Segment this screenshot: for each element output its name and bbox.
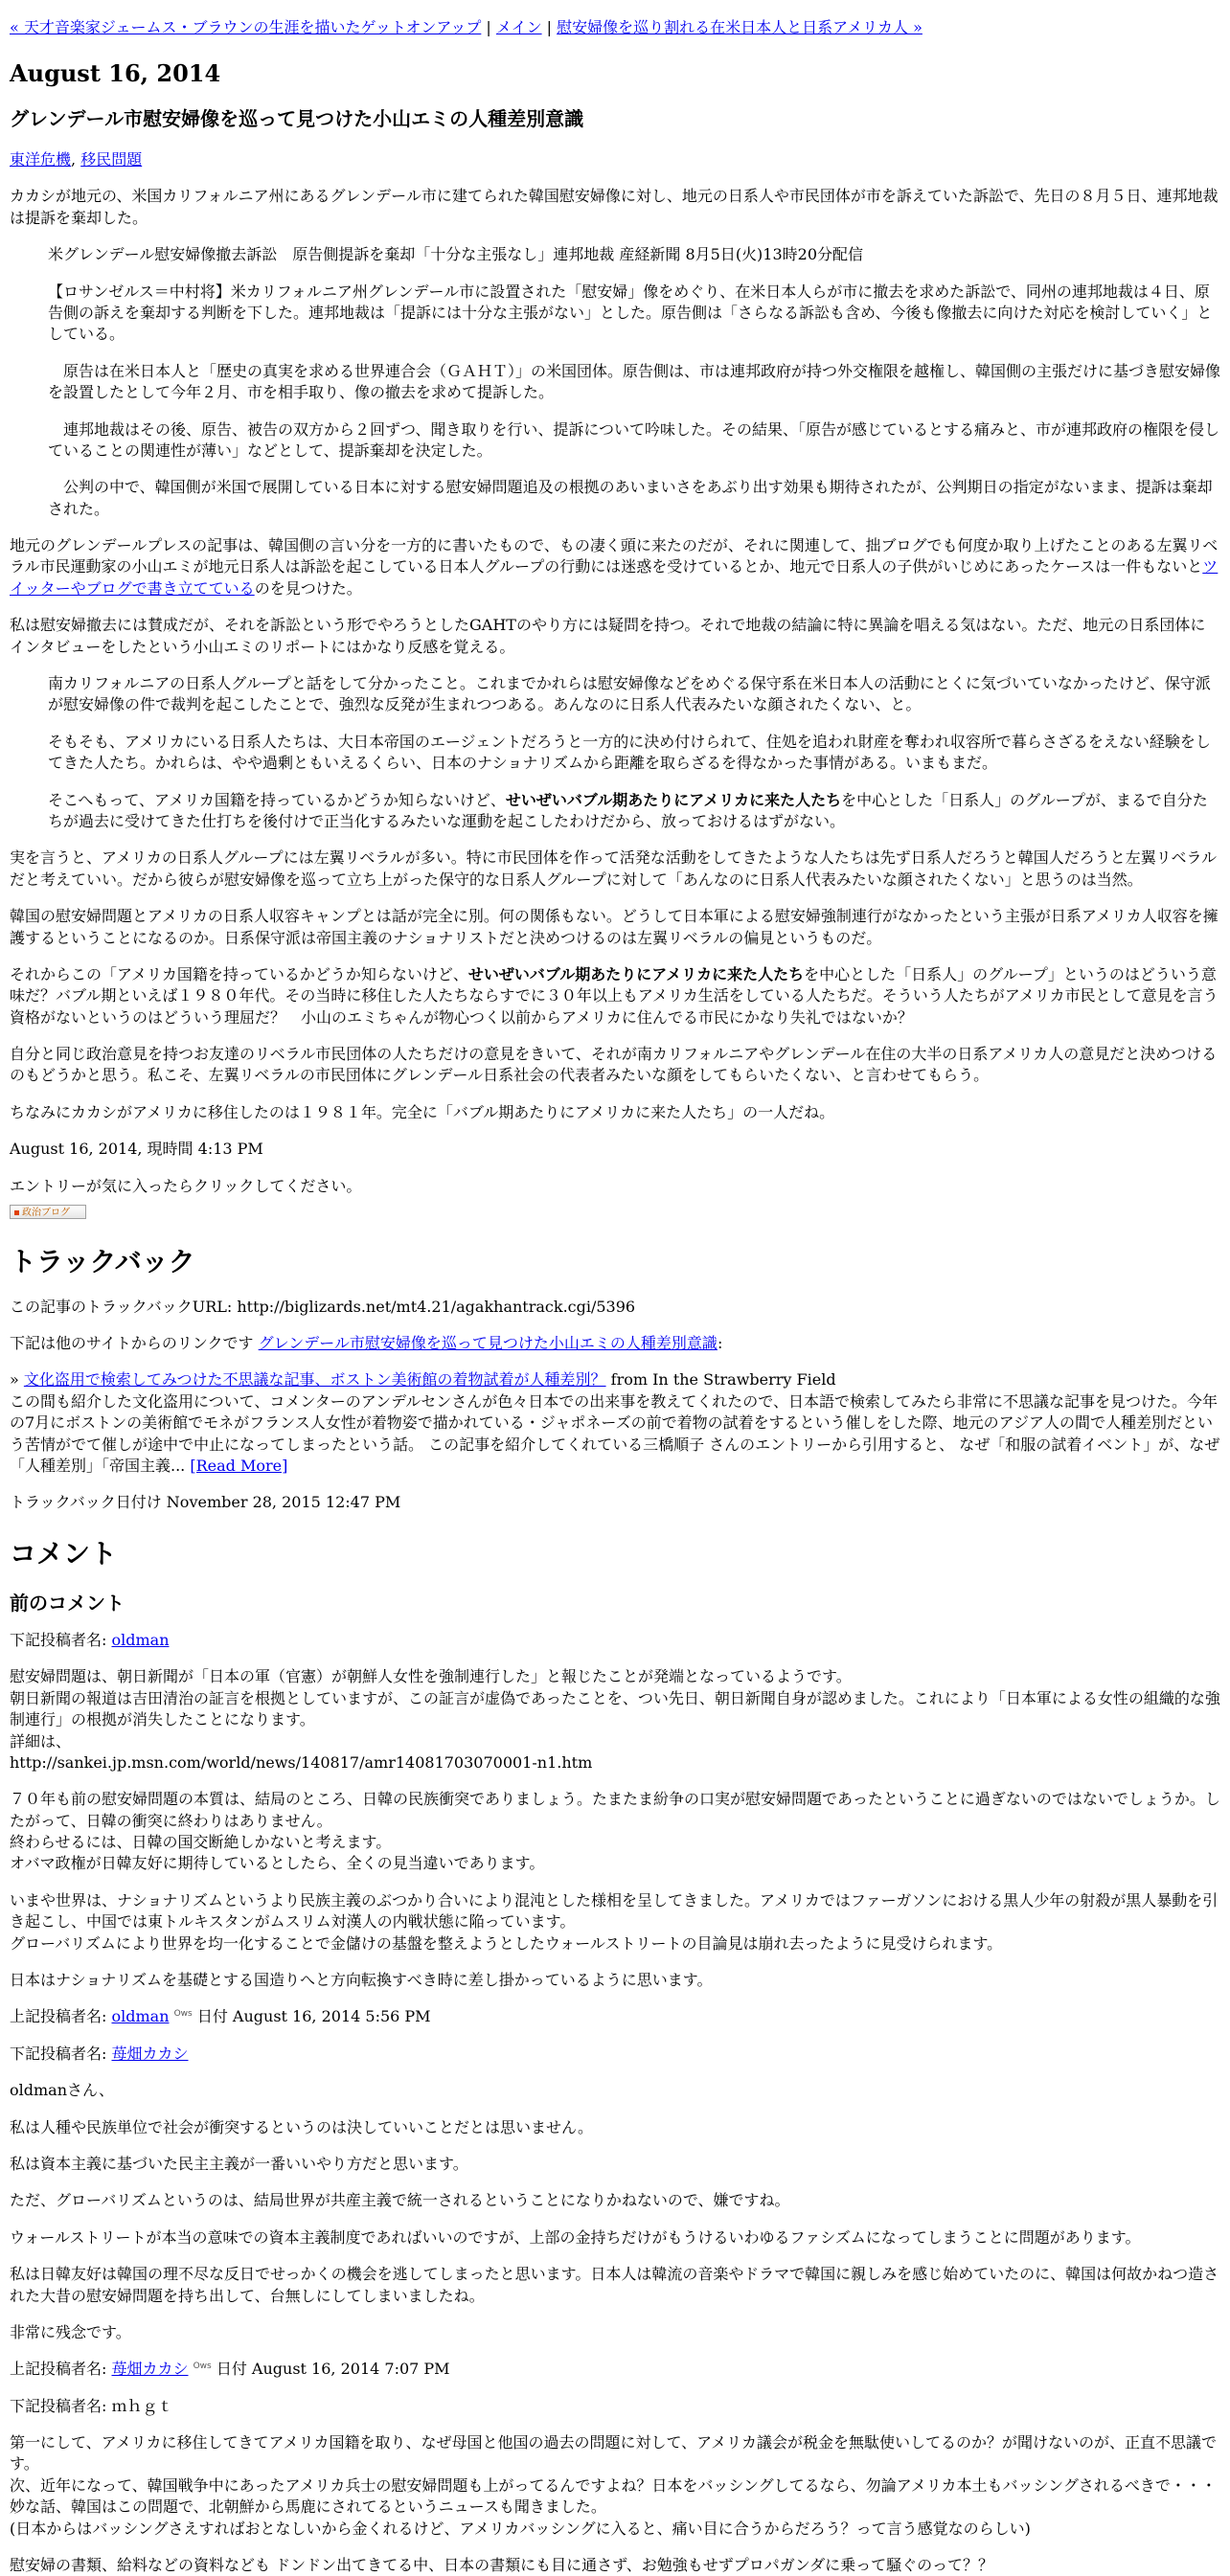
openid-icon: Ows (193, 2361, 212, 2371)
comment-date: August 16, 2014 5:56 PM (232, 2007, 431, 2026)
trackback-excerpt: この間も紹介した文化盗用について、コメンターのアンデルセンさんが色々日本での出来事を教えてくれたので、日本語で検索してみたら非常に不思議な記事を見つけた。今年の7月にボストンの美術館でモネがフランス人女性が着物姿で描かれている・ジャポネーズの前で着物の試着をするという催しをした際、地元のアジア人の間で人種差別だという苦情がでて催しが途中で中止になってしまったという話。 この記事を紹介してくれている三橋順子 さんのエントリーから引用すると、 なぜ「和服の試着イベント」が、なぜ「人種差別」「帝国主義... (10, 1391, 1220, 1475)
trackback-date: トラックバック日付け November 28, 2015 12:47 PM (10, 1493, 401, 1512)
comment-paragraph: いまや世界は、ナショナリズムというより民族主義のぶつかり合いにより混沌とした様相を呈してきました。アメリカではファーガソンにおける黒人少年の射殺が黒人暴動を引き起こし、中国では東トルキスタンがムスリム対漢人の内戦状態に陥っています。 グローバリズムにより世界を均一化することで金儲けの基盤を整えようとしたウォールストリートの目論見は崩れ去ったように見受けられます。 (10, 1890, 1219, 1953)
comment-paragraph: 私は資本主義に基づいた民主主義が一番いいやり方だと思います。 (10, 2154, 468, 2173)
post-paragraph: 実を言うと、アメリカの日系人グループには左翼リベラルが多い。特に市民団体を作って活発な活動をしてきたような人たちは先ず日系人だろうと韓国人だろうと左翼リベラルだと考えていい。だから彼らが慰安婦像を巡って立ち上がった保守的な日系人グループに対して「あんなのに日系人代表みたいな顔されたくない」と思うのは当然。 (10, 848, 1218, 889)
trackback-item (10, 1369, 1220, 1477)
comment-paragraph: 第一にして、アメリカに移住してきてアメリカ国籍を取り、なぜ母国と他国の過去の問題に対して、アメリカ議会が税金を無駄使いしてるのか？が聞けないのが、正直不思議です。 次、近年になって、韓国戦争中にあったアメリカ兵士の慰安婦問題も上がってるんですよね？日本をバッシングしてるなら、勿論アメリカ本土もバッシングされるべきで・・・妙な話、韓国はこの問題で、北朝鮮から馬鹿にされてるというニュースも聞きました。 (日本からはバッシングさえすればおとなしいから金くれるけど、アメリカバッシングに入ると、痛い目に合うからだろう？って言う感覚なのらしい) (10, 2433, 1218, 2538)
post-categories (10, 149, 1220, 170)
badge-dot-icon (14, 1210, 19, 1215)
paragraph-text: 地元のグレンデールプレスの記事は、韓国側の言い分を一方的に書いたもので、もの凄く頭に来たのだが、それに関連して、拙ブログでも何度か取り上げたことのある左翼リベラル市民運動家の小山エミが地元日系人は訴訟を起こしている日本人グループの行動には迷惑を受けているとか、地元で日系人の子供がいじめにあったケースは一件もないと (10, 536, 1219, 576)
nav-separator: | (541, 18, 558, 36)
twitter-blog-link[interactable]: ツイッターやブログで書き立てている (10, 557, 1219, 598)
comment-paragraph: 慰安婦問題は、朝日新聞が「日本の軍（官憲）が朝鮮人女性を強制連行した」と報じたことが発端となっているようです。 朝日新聞の報道は吉田清治の証言を根拠としていますが、この証言が虚偽であったことを、つい先日、朝日新聞自身が認めました。これにより「日本軍による女性の組織的な強制連行」の根拠が消失したことになります。 詳細は、 http://sankei.jp.msn.com/world/news/140817/amr14081703070001-n1.htm (10, 1667, 1220, 1772)
trackback-url: この記事のトラックバックURL: http://biglizards.net/mt4.21/agakhantrack.cgi/5396 (10, 1297, 636, 1316)
top-navigation (10, 17, 1220, 38)
footer-label: 上記投稿者名: (10, 2007, 112, 2026)
entry-title-link[interactable]: グレンデール市慰安婦像を巡って見つけた小山エミの人種差別意識 (258, 1334, 718, 1353)
comment-paragraph: ただ、グローバリズムというのは、結局世界が共産主義で統一されるということになりかねないので、嫌ですね。 (10, 2191, 790, 2210)
previous-comments-heading: 前のコメント (10, 1591, 125, 1615)
posted-time: August 16, 2014, 現時間 4:13 PM (10, 1140, 263, 1159)
comment-paragraph: ７０年も前の慰安婦問題の本質は、結局のところ、日韓の民族衝突でありましょう。たまたま紛争の口実が慰安婦問題であったということに過ぎないのではないでしょうか。したがって、日韓の衝突に終わりはありません。 終わらせるには、日韓の国交断絶しかないと考えます。 オバマ政権が日韓友好に期待しているとしたら、全くの見当違いであります。 (10, 1790, 1220, 1873)
category-link[interactable]: 東洋危機 (10, 149, 72, 169)
poster-label: 下記投稿者名: (10, 2396, 112, 2415)
read-more-link[interactable]: [Read More] (190, 1456, 288, 1475)
post-paragraph: ちなみにカカシがアメリカに移住したのは１９８１年。完全に「バブル期あたりにアメリカに来た人たち」の一人だね。 (10, 1102, 835, 1121)
blog-ranking-badge[interactable] (10, 1205, 86, 1219)
koyama-quote (48, 673, 1220, 832)
next-entry-link[interactable]: 慰安婦像を巡り割れる在米日本人と日系アメリカ人 » (557, 18, 922, 36)
comment-author-link[interactable]: oldman (111, 1630, 170, 1649)
quote-paragraph: 原告は在米日本人と「歴史の真実を求める世界連合会（ＧＡＨＴ）」の米国団体。原告側は、市は連邦政府が持つ外交権限を越権し、韓国側の主張だけに基づき慰安婦像を設置したとして今年２月、市を相手取り、像の撤去を求めて提訴した。 (48, 361, 1221, 402)
comment-author-link[interactable]: 苺畑カカシ (111, 2360, 189, 2379)
trackback-bullet: » (10, 1370, 24, 1390)
comment-footer (10, 2359, 1220, 2380)
quote-paragraph: 南カリフォルニアの日系人グループと話をして分かったこと。これまでかれらは慰安婦像などをめぐる保守系在米日本人の活動にとくに気づいていなかったけど、保守派が慰安婦像の件で裁判を起こしたことで、強烈な反発が生まれつつある。あんなのに日系人代表みたいな顔されたくない、と。 (48, 674, 1211, 714)
paragraph-text: のを見つけた。 (254, 578, 362, 598)
comment-footer (10, 2006, 1220, 2027)
intro-colon: : (717, 1334, 723, 1353)
main-link[interactable]: メイン (495, 18, 542, 36)
comment-author-line (10, 2396, 1220, 2417)
date-label: 日付 (211, 2360, 252, 2379)
quote-paragraph: 【ロサンゼルス＝中村将】米カリフォルニア州グレンデール市に設置された「慰安婦」像をめぐり、在米日本人らが市に撤去を求めた訴訟で、同州の連邦地裁は４日、原告側の訴えを棄却する判断を下した。連邦地裁は「提訴には十分な主張がない」とした。原告側は「さらなる訴訟も含め、今後も像撤去に向けた対応を検討していく」としている。 (48, 282, 1213, 344)
paragraph-text: それからこの「アメリカ国籍を持っているかどうか知らないけど、 (10, 964, 468, 983)
quote-paragraph: 公判の中で、韓国側が米国で展開している日本に対する慰安婦問題追及の根拠のあいまいさをあぶり出す効果も期待されたが、公判期日の指定がないまま、提訴は棄却された。 (48, 478, 1213, 518)
paragraph-bold-text: せいぜいバブル期あたりにアメリカに来た人たち (467, 964, 805, 983)
comment-paragraph: oldmanさん、 (10, 2081, 114, 2100)
comment-author-link[interactable]: 苺畑カカシ (111, 2044, 189, 2063)
trackback-title-link[interactable]: 文化盗用で検索してみつけた不思議な記事、ボストン美術館の着物試着が人種差別？ (23, 1370, 606, 1390)
quote-headline: 米グレンデール慰安婦像撤去訴訟 原告側提訴を棄却「十分な主張なし」連邦地裁 産経新聞 8月5日(火)13時20分配信 (48, 245, 864, 264)
prev-entry-link[interactable]: « 天才音楽家ジェームス・ブラウンの生涯を描いたゲットオンアップ (10, 18, 482, 36)
comment-author-link[interactable]: oldman (111, 2007, 170, 2026)
quote-paragraph (48, 790, 1220, 833)
comment-paragraph: 日本はナショナリズムを基礎とする国造りへと方向転換すべき時に差し掛かっているように思います。 (10, 1971, 713, 1990)
date-label: 日付 (192, 2007, 233, 2026)
comment-date: August 16, 2014 7:07 PM (251, 2360, 450, 2379)
category-separator: , (71, 149, 81, 169)
quote-bold-text: せいぜいバブル期あたりにアメリカに来た人たち (505, 790, 842, 809)
nav-separator: | (481, 18, 496, 36)
post-paragraph: 私は慰安婦撤去には賛成だが、それを訴訟という形でやろうとしたGAHTのやり方には疑問を持つ。それで地裁の結論に特に異論を唱える気はない。ただ、地元の日系団体にインタビューをしたという小山エミのリポートにはかなり反感を覚える。 (10, 616, 1206, 656)
paragraph-text: を中心とした「日系人」のグループ」というのはどういう意味だ？バブル期といえば１９８０年代。その当時に移住した人たちならすでに３０年以上もアメリカ生活をしている人たちだ。そういう人たちがアメリカ市民として意見を言う資格がないというのはどういう理屈だ？ 小山のエミちゃんが物心つく以前からアメリカに住んでる市民にかなり失礼ではないか？ (10, 964, 1219, 1027)
post-title: グレンデール市慰安婦像を巡って見つけた小山エミの人種差別意識 (10, 106, 584, 130)
comment-author-line (10, 2044, 1220, 2065)
post-paragraph: 韓国の慰安婦問題とアメリカの日系人収容キャンプとは話が完全に別。何の関係もない。どうして日本軍による慰安婦強制連行がなかったという主張が日系アメリカ人収容を擁護するということになるのか。日系保守派は帝国主義のナショナリストだと決めつけるのは左翼リベラルの偏見というものだ。 (10, 907, 1219, 947)
comment-paragraph: ウォールストリートが本当の意味での資本主義制度であればいいのですが、上部の金持ちだけがもうけるいわゆるファシズムになってしまうことに問題があります。 (10, 2227, 1141, 2247)
post-paragraph (10, 964, 1220, 1028)
badge-label: 政治ブログ (22, 1208, 70, 1219)
news-quote (48, 244, 1220, 520)
comments-heading: コメント (10, 1537, 118, 1570)
footer-label: 上記投稿者名: (10, 2360, 112, 2379)
comment-author-line (10, 1630, 1220, 1651)
post-paragraph: 自分と同じ政治意見を持つお友達のリベラル市民団体の人たちだけの意見をきいて、それが南カリフォルニアやグレンデール在住の大半の日系アメリカ人の意見だと決めつけるのもどうかと思う。私こそ、左翼リベラルの市民団体にグレンデール日系社会の代表者みたいな顔をしてもらいたくない、と言わせてもらう。 (10, 1045, 1218, 1085)
post-intro: カカシが地元の、米国カリフォルニア州にあるグレンデール市に建てられた韓国慰安婦像に対し、地元の日系人や市民団体が市を訴えていた訴訟で、先日の８月５日、連邦地裁は提訴を棄却した。 (10, 187, 1219, 227)
category-link[interactable]: 移民問題 (80, 149, 143, 169)
comment-paragraph: 非常に残念です。 (10, 2322, 131, 2341)
quote-paragraph: 連邦地裁はその後、原告、被告の双方から２回ずつ、聞き取りを行い、提訴について吟味した。その結果、「原告が感じているとする痛みと、市が連邦政府の権限を侵していることの関連性が薄い」などとして、提訴棄却を決定した。 (48, 419, 1220, 460)
comment-author: ｍｈｇｔ (111, 2396, 173, 2415)
ranking-badge-row (10, 1201, 1220, 1222)
poster-label: 下記投稿者名: (10, 1630, 112, 1649)
quote-text: そこへもって、アメリカ国籍を持っているかどうか知らないけど、 (48, 790, 506, 809)
post-date: August 16, 2014 (10, 59, 221, 88)
post-paragraph (10, 535, 1220, 599)
comment-paragraph: 私は人種や民族単位で社会が衝突するというのは決していいことだとは思いません。 (10, 2117, 593, 2136)
intro-text: 下記は他のサイトからのリンクです (10, 1334, 254, 1353)
quote-text: を中心とした「日系人」のグループが、まるで自分たちが過去に受けてきた仕打ちを後付けで正当化するみたいな運動を起こしたわけだから、放っておけるはずがない。 (48, 790, 1208, 830)
trackback-source: from In the Strawberry Field (605, 1370, 836, 1390)
openid-icon: Ows (173, 2009, 193, 2020)
comment-paragraph: 私は日韓友好は韓国の理不尽な反日でせっかくの機会を逃してしまったと思います。日本人は韓流の音楽やドラマで韓国に親しみを感じ始めていたのに、韓国は何故かねつ造された大昔の慰安婦問題を持ち出して、台無しにしてしまいましたね。 (10, 2265, 1219, 2305)
comment-paragraph: 慰安婦の書類、給料などの資料なども ドンドン出てきてる中、日本の書類にも目に通さず、お勉強もせずプロパガンダに乗って騒ぐのって？？ (10, 2556, 994, 2575)
quote-paragraph: そもそも、アメリカにいる日系人たちは、大日本帝国のエージェントだろうと一方的に決め付けられて、住処を追われ財産を奪われ収容所で暮らさざるをえない経験をしてきた人たち。かれらは、やや過剰ともいえるくらい、日本のナショナリズムから距離を取らざるを得なかった事情がある。いまもまだ。 (48, 732, 1211, 773)
poster-label: 下記投稿者名: (10, 2044, 112, 2063)
trackback-links-intro (10, 1333, 1220, 1354)
trackback-heading: トラックバック (10, 1246, 195, 1278)
click-request: エントリーが気に入ったらクリックしてください。 (10, 1176, 362, 1195)
